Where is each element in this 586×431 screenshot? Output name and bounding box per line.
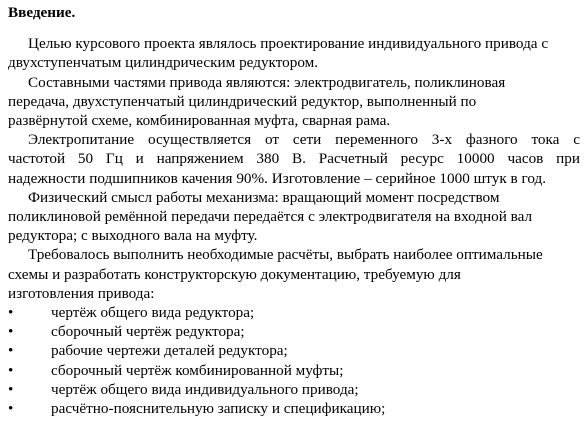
section-heading: Введение. [8,4,76,21]
paragraph-line: частотой 50 Гц и напряжением 380 В. Расчетный ресурс 10000 часов при [8,150,580,168]
paragraph-line: поликлиновой ремённой передачи передаётся с электродвигателя на входной вал [8,208,533,226]
paragraph-line: редуктора; с выходного вала на муфту. [8,227,258,245]
paragraph-line: надежности подшипников качения 90%. Изготовление – серийное 1000 штук в год. [8,169,546,187]
paragraph-goal [8,34,580,72]
list-item [8,361,580,380]
paragraph-line: Физический смысл работы механизма: вращающий момент посредством [28,188,500,206]
paragraph-line: схемы и разработать конструкторскую документацию, требуемую для [8,265,461,283]
list-item [8,341,580,360]
paragraph-line: изготовления привода: [8,284,155,302]
paragraph-line: двухступенчатым цилиндрическим редуктором. [8,54,319,72]
list-item [8,322,580,341]
paragraph-line: Целью курсового проекта являлось проектирование индивидуального привода с [28,35,549,53]
paragraph-line: развёрнутой схеме, комбинированная муфта, сварная рама. [8,112,391,130]
list-item-text: сборочный чертёж редуктора; [51,323,245,341]
bullet-icon: • [8,361,14,379]
paragraph-line: Составными частями привода являются: электродвигатель, поликлиновая [28,73,506,91]
bullet-icon: • [8,380,14,398]
bullet-icon: • [8,323,14,341]
bullet-icon: • [8,342,14,360]
deliverables-list [8,303,580,418]
list-item-text: расчётно-пояснительную записку и спецификацию; [51,400,386,418]
bullet-icon: • [8,304,14,322]
list-item-text: сборочный чертёж комбинированной муфты; [51,361,344,379]
list-item-text: рабочие чертежи деталей редуктора; [51,342,288,360]
paragraph-line: передача, двухступенчатый цилиндрический редуктор, выполненный по [8,92,477,110]
paragraph-requirements [8,245,580,303]
paragraph-components [8,73,580,131]
paragraph-line: Электропитание осуществляется от сети переменного 3-х фазного тока с [28,131,580,149]
list-item [8,380,580,399]
list-item-text: чертёж общего вида индивидуального привода; [51,380,359,398]
list-item [8,303,580,322]
list-item [8,399,580,418]
paragraph-power [8,130,580,188]
paragraph-mechanism [8,188,580,246]
list-item-text: чертёж общего вида редуктора; [51,304,255,322]
bullet-icon: • [8,400,14,418]
paragraph-line: Требовалось выполнить необходимые расчёты, выбрать наиболее оптимальные [28,246,543,264]
